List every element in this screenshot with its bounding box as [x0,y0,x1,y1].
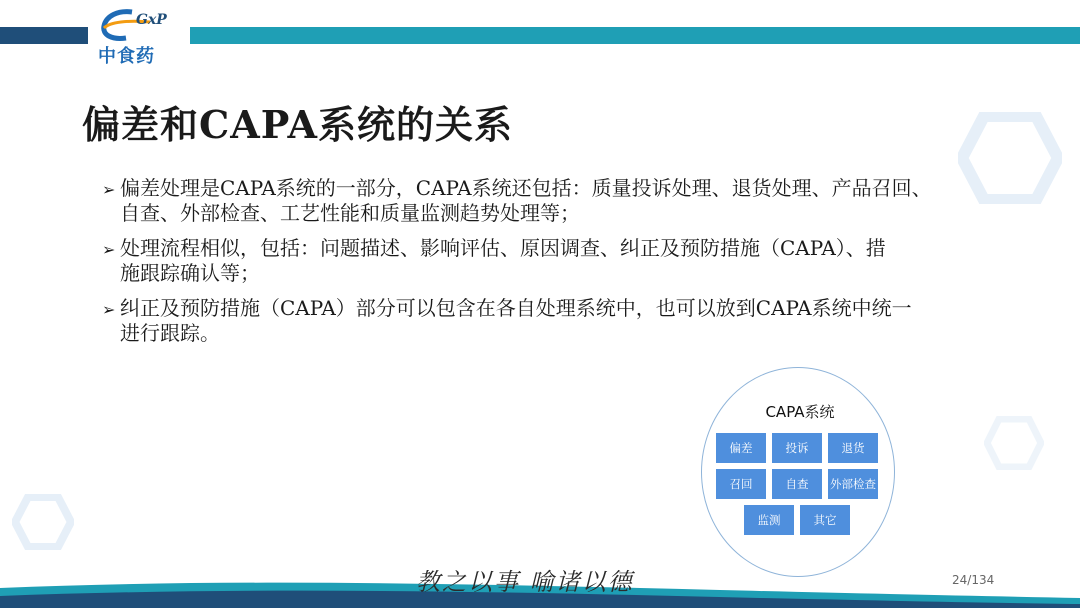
logo-cjk-text: 中食药 [98,46,155,67]
tile-return: 退货 [828,433,878,463]
logo-latin-text: GxP [136,12,167,28]
slide-title: 偏差和CAPA系统的关系 [82,102,514,147]
bullet-line: 进行跟踪。 [120,321,220,345]
page-number: 24/134 [952,573,995,587]
tile-deviation: 偏差 [716,433,766,463]
arrow-bullet-icon: ➢ [102,300,116,319]
header-bar-left [0,27,88,44]
tile-others: 其它 [800,505,850,535]
motto-calligraphy: 教之以事 喻诸以德 [416,568,634,596]
tile-monitoring: 监测 [744,505,794,535]
bullet-line: 施跟踪确认等； [120,261,260,285]
bullet-line: 处理流程相似，包括：问题描述、影响评估、原因调查、纠正及预防措施（CAPA）、措 [120,236,886,260]
bullet-list [102,176,997,356]
hexagon-decoration-icon [12,494,74,550]
bullet-line: 纠正及预防措施（CAPA）部分可以包含在各自处理系统中，也可以放到CAPA系统中统一 [120,296,912,320]
hexagon-decoration-icon [984,416,1044,470]
arrow-bullet-icon: ➢ [102,240,116,259]
tile-self-inspection: 自查 [772,469,822,499]
bullet-item [102,236,997,286]
tile-external-inspection: 外部检查 [828,469,878,499]
arrow-bullet-icon: ➢ [102,180,116,199]
bullet-item [102,296,997,346]
tile-complaint: 投诉 [772,433,822,463]
bullet-item [102,176,997,226]
bullet-line: 自查、外部检查、工艺性能和质量监测趋势处理等； [120,201,580,225]
header-bar-right [190,27,1080,44]
bullet-line: 偏差处理是CAPA系统的一部分，CAPA系统还包括：质量投诉处理、退货处理、产品召回、 [120,176,932,200]
capa-system-label: CAPA系统 [765,403,835,421]
tile-recall: 召回 [716,469,766,499]
company-logo [88,2,188,70]
